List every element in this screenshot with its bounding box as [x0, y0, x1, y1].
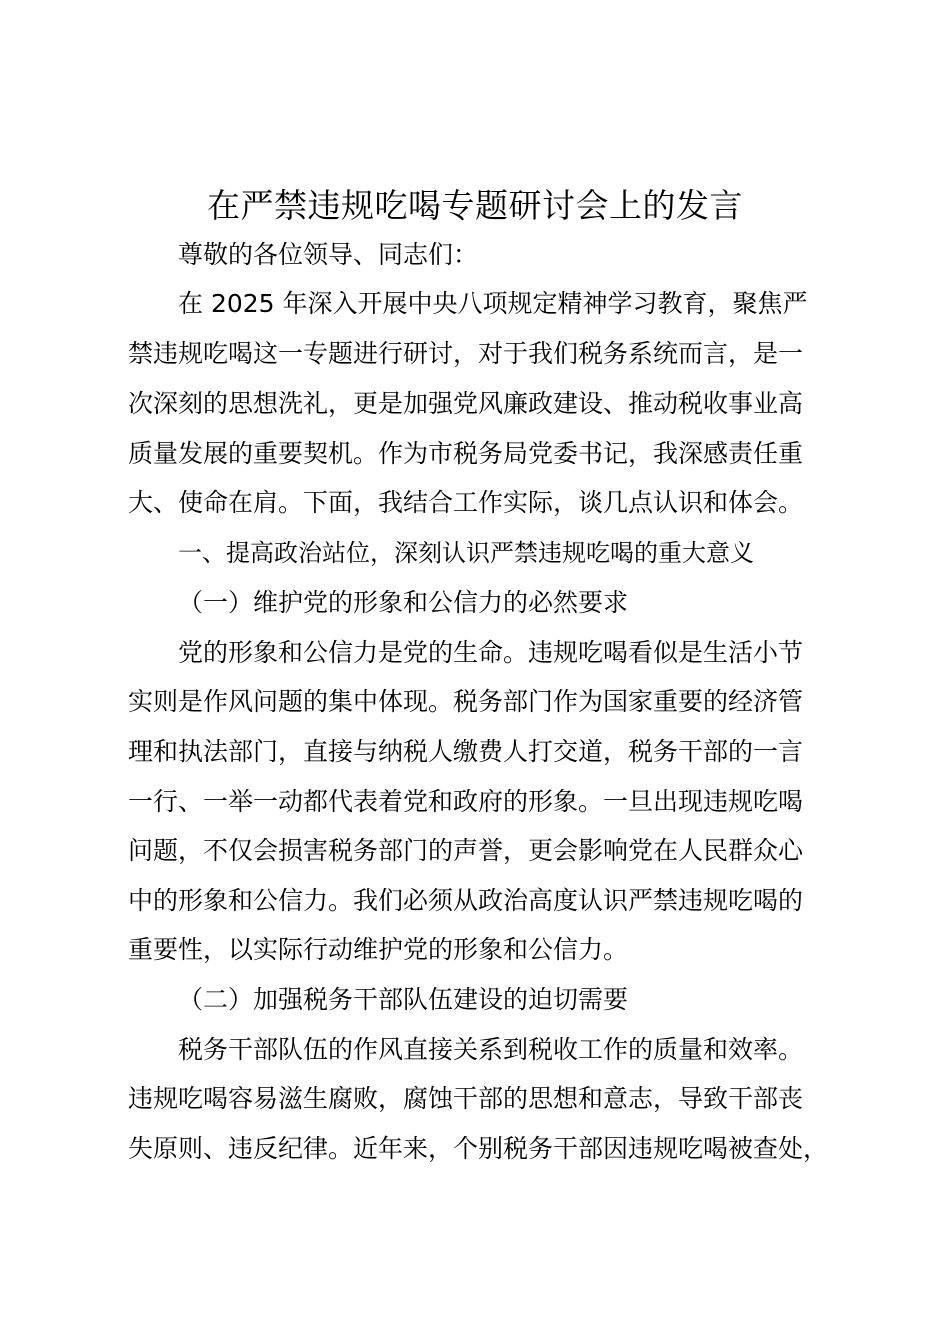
paragraph-line: 税务干部队伍的作风直接关系到税收工作的质量和效率。 — [178, 1035, 804, 1064]
paragraph-line: 违规吃喝容易滋生腐败，腐蚀干部的思想和意志，导致干部丧 — [128, 1084, 804, 1113]
document-title: 在严禁违规吃喝专题研讨会上的发言 — [207, 186, 743, 225]
paragraph-line: 问题，不仅会损害税务部门的声誉，更会影响党在人民群众心 — [128, 836, 804, 865]
paragraph-line: 党的形象和公信力是党的生命。违规吃喝看似是生活小节 — [178, 638, 804, 667]
paragraph-line: 禁违规吃喝这一专题进行研讨，对于我们税务系统而言，是一 — [128, 339, 804, 368]
subsection-heading: （一）维护党的形象和公信力的必然要求 — [178, 588, 629, 617]
paragraph-line: 失原则、违反纪律。近年来，个别税务干部因违规吃喝被查处， — [128, 1134, 829, 1163]
paragraph-line: 大、使命在肩。下面，我结合工作实际，谈几点认识和体会。 — [128, 488, 804, 517]
paragraph-line: 实则是作风问题的集中体现。税务部门作为国家重要的经济管 — [128, 687, 804, 716]
paragraph-line: 质量发展的重要契机。作为市税务局党委书记，我深感责任重 — [128, 439, 804, 468]
section-heading: 一、提高政治站位，深刻认识严禁违规吃喝的重大意义 — [178, 539, 754, 567]
salutation: 尊敬的各位领导、同志们： — [178, 240, 479, 269]
paragraph-line: 在 2025 年深入开展中央八项规定精神学习教育，聚焦严 — [178, 289, 808, 318]
paragraph-line: 理和执法部门，直接与纳税人缴费人打交道，税务干部的一言 — [128, 737, 804, 766]
paragraph-line: 一行、一举一动都代表着党和政府的形象。一旦出现违规吃喝 — [128, 787, 804, 816]
paragraph-line: 中的形象和公信力。我们必须从政治高度认识严禁违规吃喝的 — [128, 886, 804, 915]
subsection-heading: （二）加强税务干部队伍建设的迫切需要 — [178, 985, 629, 1014]
paragraph-line: 重要性，以实际行动维护党的形象和公信力。 — [128, 935, 629, 964]
paragraph-line: 次深刻的思想洗礼，更是加强党风廉政建设、推动税收事业高 — [128, 389, 804, 418]
